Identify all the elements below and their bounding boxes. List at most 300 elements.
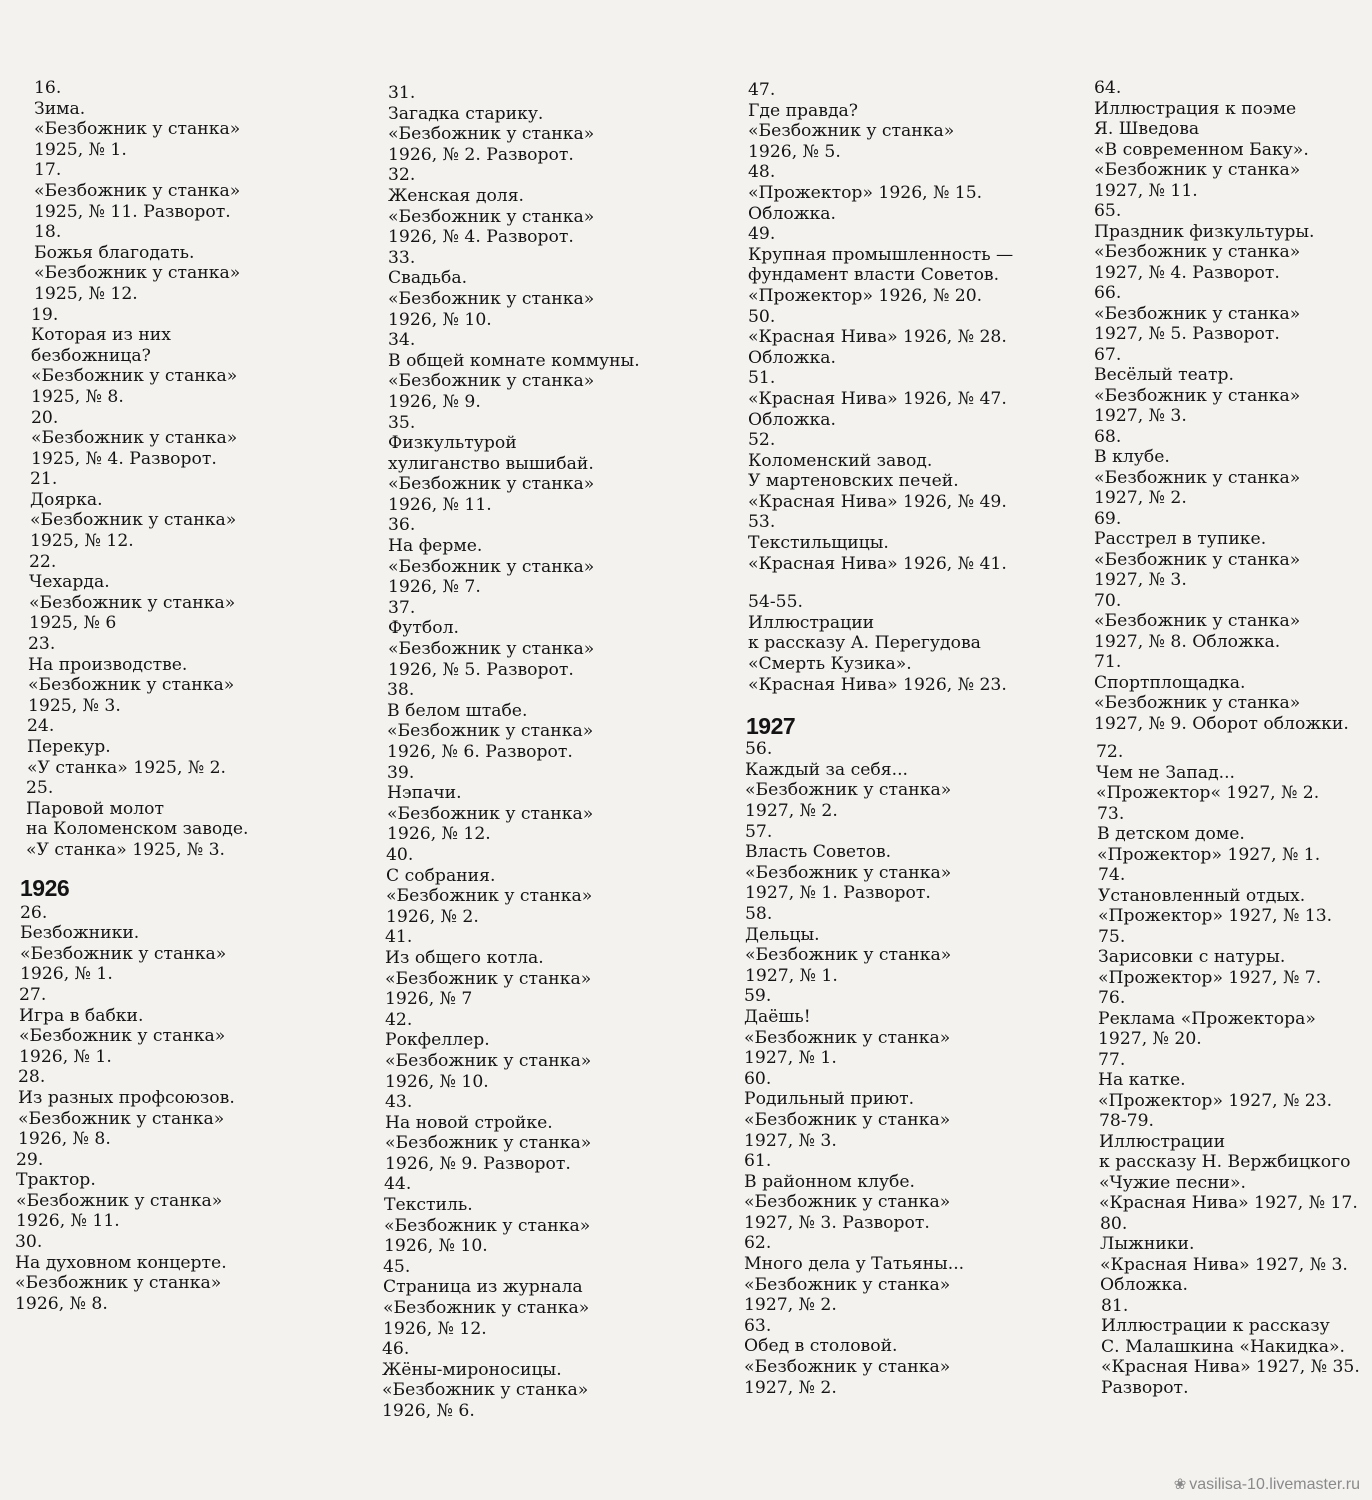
entry-number: 66.	[1094, 283, 1122, 303]
entry-line: «Безбожник у станка»	[34, 119, 241, 140]
entry-line: Загадка старику.	[388, 103, 544, 124]
entry-number: 30.	[15, 1232, 43, 1253]
entry-number: 42.	[385, 1009, 413, 1030]
entry-line: 1926, № 11.	[16, 1211, 120, 1232]
entry-number: 31.	[388, 83, 416, 103]
catalog-entry	[382, 1339, 640, 1421]
entry-line: «Безбожник у станка»	[744, 1192, 951, 1213]
entry-line: Игра в бабки.	[19, 1005, 144, 1026]
catalog-entry	[744, 986, 1013, 1068]
entry-line: Родильный приют.	[744, 1089, 915, 1110]
entry-line: У мартеновских печей.	[748, 471, 959, 492]
entry-number: 28.	[18, 1067, 46, 1088]
column-3	[744, 80, 1014, 1398]
entry-line: Чехарда.	[29, 572, 110, 593]
entry-line: хулиганство вышибай.	[388, 453, 594, 474]
entry-line: 1926, № 10.	[388, 309, 492, 330]
entry-line: 1927, № 2.	[1094, 488, 1187, 508]
entry-line: «Безбожник у станка»	[1094, 385, 1301, 406]
entry-line: «В современном Баку».	[1094, 139, 1309, 160]
catalog-entry	[388, 330, 640, 412]
entry-number: 43.	[385, 1092, 413, 1113]
entry-line: Зарисовки с натуры.	[1098, 947, 1286, 967]
entry-line: Обложка.	[748, 203, 836, 224]
entry-line: 1926, № 6. Разворот.	[387, 742, 573, 762]
entry-line: фундамент власти Советов.	[748, 265, 1000, 286]
entry-line: «Прожектор« 1927, № 2.	[1096, 783, 1320, 803]
entry-line: «Безбожник у станка»	[29, 592, 236, 613]
entry-line: «Красная Нива» 1926, № 23.	[748, 674, 1007, 695]
entry-number: 24.	[27, 716, 55, 737]
catalog-entry	[388, 248, 640, 330]
entry-line: В клубе.	[1094, 447, 1170, 467]
catalog-entry	[29, 552, 249, 634]
catalog-entry	[744, 1069, 1013, 1151]
entry-number: 17.	[34, 160, 62, 181]
year-heading-1927: 1927	[746, 713, 796, 740]
entry-number: 65.	[1094, 201, 1122, 221]
entry-line: «Безбожник у станка»	[28, 675, 235, 696]
entry-line: «Безбожник у станка»	[1094, 303, 1301, 324]
entry-number: 19.	[31, 304, 59, 325]
entry-line: Безбожники.	[20, 923, 140, 944]
entry-line: Я. Шведова	[1094, 119, 1200, 139]
entry-line: Свадьба.	[388, 268, 468, 289]
entry-number: 61.	[744, 1151, 772, 1172]
entry-line: «Красная Нива» 1927, № 17.	[1099, 1193, 1358, 1213]
entry-number: 27.	[19, 984, 47, 1005]
entry-line: «Безбожник у станка»	[388, 556, 595, 577]
entry-line: Обед в столовой.	[744, 1336, 898, 1357]
entry-line: 1927, № 3.	[1094, 570, 1187, 590]
entry-line: 1926, № 7.	[388, 577, 481, 598]
catalog-entry	[385, 1092, 640, 1174]
entry-line: Даёшь!	[744, 1006, 811, 1027]
entry-line: Крупная промышленность —	[748, 244, 1014, 265]
column-4	[1094, 78, 1360, 1398]
entry-number: 78-79.	[1099, 1111, 1155, 1131]
catalog-entry	[34, 160, 249, 222]
entry-number: 39.	[387, 762, 415, 783]
entry-line: «Безбожник у станка»	[1094, 467, 1301, 488]
entry-line: «Прожектор» 1927, № 13.	[1098, 906, 1333, 926]
entry-line: 1927, № 2.	[744, 1377, 837, 1398]
entry-line: Власть Советов.	[745, 842, 892, 863]
entry-line: 1927, № 4. Разворот.	[1094, 262, 1280, 283]
entry-line: «Безбожник у станка»	[388, 206, 595, 227]
entry-number: 48.	[748, 162, 776, 183]
entry-line: «Красная Нива» 1927, № 35.	[1101, 1357, 1360, 1377]
entry-line: «Безбожник у станка»	[388, 639, 595, 660]
entry-number: 53.	[748, 512, 776, 533]
catalog-entry	[1099, 1111, 1360, 1214]
entry-number: 72.	[1096, 742, 1124, 762]
entry-line: «Безбожник у станка»	[15, 1273, 222, 1294]
entry-line: на Коломенском заводе.	[26, 819, 249, 840]
entry-line: В детском доме.	[1097, 824, 1245, 844]
entry-number: 76.	[1098, 988, 1126, 1008]
entry-line: На производстве.	[28, 654, 188, 675]
entry-number: 37.	[388, 597, 416, 618]
entry-number: 51.	[748, 368, 776, 389]
entry-line: Обложка.	[1100, 1275, 1188, 1295]
entry-line: «Безбожник у станка»	[388, 474, 595, 495]
entry-line: Дельцы.	[745, 924, 820, 945]
entry-line: 1925, № 4. Разворот.	[31, 448, 217, 469]
entry-line: «Красная Нива» 1926, № 41.	[748, 553, 1007, 574]
entry-line: 1927, № 8. Обложка.	[1094, 631, 1281, 652]
catalog-entry	[34, 222, 249, 304]
catalog-entry	[1100, 1214, 1360, 1296]
entry-number: 25.	[26, 778, 54, 799]
catalog-entry	[19, 985, 249, 1067]
entry-line: Текстильщицы.	[748, 533, 889, 554]
entry-line: 1927, № 2.	[745, 801, 838, 821]
entry-number: 35.	[388, 412, 416, 433]
entry-number: 47.	[748, 80, 776, 100]
catalog-entry	[1094, 591, 1360, 653]
entry-number: 50.	[748, 306, 776, 327]
entry-number: 46.	[382, 1339, 410, 1360]
entry-number: 69.	[1094, 508, 1122, 529]
entry-line: Женская доля.	[388, 185, 525, 206]
catalog-entry	[744, 1316, 1013, 1398]
catalog-entry	[745, 739, 1013, 821]
entry-number: 23.	[28, 634, 56, 655]
entry-number: 40.	[386, 844, 414, 865]
entry-line: «Безбожник у станка»	[388, 124, 595, 145]
entry-line: 1925, № 11. Разворот.	[34, 201, 231, 222]
entry-line: 1926, № 8.	[15, 1293, 108, 1314]
entry-number: 68.	[1094, 426, 1122, 447]
catalog-entry	[748, 224, 1013, 306]
catalog-entry	[1096, 742, 1360, 804]
entry-line: 1925, № 12.	[30, 531, 134, 552]
entry-line: 1926, № 5.	[748, 141, 841, 162]
column-1	[15, 78, 249, 1314]
catalog-entry	[384, 1174, 640, 1256]
catalog-entry	[744, 1233, 1013, 1315]
entry-number: 36.	[388, 515, 416, 536]
entry-line: 1926, № 2. Разворот.	[388, 144, 574, 165]
entry-line: С собрания.	[386, 865, 496, 886]
entry-line: 1926, № 10.	[384, 1236, 488, 1257]
entry-line: 1926, № 12.	[387, 824, 491, 845]
entry-line: «Безбожник у станка»	[20, 943, 227, 964]
entry-line: Спортплощадка.	[1094, 672, 1246, 693]
entry-number: 74.	[1098, 865, 1126, 885]
entry-line: «Безбожник у станка»	[745, 862, 952, 883]
catalog-entry	[1097, 804, 1360, 866]
entry-line: к рассказу Н. Вержбицкого	[1099, 1152, 1351, 1172]
catalog-entry	[18, 1067, 249, 1149]
entry-number: 29.	[16, 1149, 44, 1170]
entry-line: 1927, № 3. Разворот.	[744, 1212, 930, 1233]
catalog-entry	[30, 469, 249, 551]
catalog-entry	[383, 1257, 640, 1339]
entry-number: 49.	[748, 224, 776, 245]
catalog-entry	[31, 305, 249, 408]
entry-line: «Красная Нива» 1927, № 3.	[1100, 1254, 1348, 1275]
entry-line: «Безбожник у станка»	[386, 886, 593, 907]
catalog-entry	[748, 368, 1013, 430]
entry-line: «Красная Нива» 1926, № 47.	[748, 388, 1007, 409]
entry-number: 64.	[1094, 78, 1122, 98]
entry-line: На катке.	[1098, 1070, 1186, 1090]
entry-number: 60.	[744, 1068, 772, 1089]
watermark	[1174, 1475, 1360, 1494]
entry-line: 1926, № 12.	[383, 1318, 487, 1339]
entry-line: «Безбожник у станка»	[1094, 693, 1301, 713]
entry-line: Весёлый театр.	[1094, 365, 1235, 385]
entry-line: «Безбожник у станка»	[385, 1050, 592, 1071]
entry-line: 1925, № 8.	[31, 386, 124, 407]
entry-line: «Безбожник у станка»	[1094, 242, 1301, 262]
entry-line: 1926, № 11.	[388, 494, 492, 515]
entry-line: Физкультурой	[388, 433, 517, 454]
entry-line: Текстиль.	[384, 1195, 473, 1216]
entry-line: «Безбожник у станка»	[387, 803, 594, 824]
entry-line: Обложка.	[748, 347, 836, 368]
entry-line: 1927, № 3.	[1094, 406, 1187, 426]
entry-line: Много дела у Татьяны...	[744, 1254, 965, 1275]
entry-line: В районном клубе.	[744, 1171, 915, 1192]
catalog-entry	[1094, 427, 1360, 509]
entry-line: Лыжники.	[1100, 1234, 1195, 1254]
catalog-entry	[1101, 1296, 1360, 1399]
entry-number: 54-55.	[748, 592, 804, 613]
entry-line: Каждый за себя...	[745, 759, 909, 780]
catalog-entry	[1094, 78, 1360, 201]
entry-line: 1925, № 12.	[34, 283, 138, 304]
entry-line: «Безбожник у станка»	[31, 366, 238, 387]
catalog-entry	[1098, 1050, 1360, 1112]
entry-line: «Безбожник у станка»	[388, 288, 595, 309]
catalog-entry	[1094, 283, 1360, 345]
entry-line: «Безбожник у станка»	[19, 1026, 226, 1047]
catalog-entry	[387, 680, 640, 762]
entry-line: «Смерть Кузика».	[748, 654, 912, 675]
entry-line: «Безбожник у станка»	[16, 1190, 223, 1211]
catalog-entry	[748, 162, 1013, 224]
entry-line: 1927, № 1.	[744, 1048, 837, 1069]
entry-line: «Безбожник у станка»	[382, 1380, 589, 1401]
entry-line: «Безбожник у станка»	[384, 1215, 591, 1236]
entry-line: Чем не Запад...	[1096, 762, 1236, 783]
entry-number: 75.	[1098, 926, 1126, 947]
entry-line: «Безбожник у станка»	[744, 1109, 951, 1130]
entry-number: 70.	[1094, 590, 1122, 611]
catalog-entry	[1094, 345, 1360, 427]
entry-line: «Безбожник у станка»	[748, 121, 955, 142]
entry-number: 77.	[1098, 1049, 1126, 1070]
entry-line: Зима.	[34, 98, 86, 119]
entry-line: Страница из журнала	[383, 1277, 583, 1298]
entry-line: Нэпачи.	[387, 783, 462, 804]
entry-number: 45.	[383, 1256, 411, 1277]
entry-number: 41.	[385, 927, 413, 948]
entry-line: Обложка.	[748, 409, 836, 430]
entry-line: «У станка» 1925, № 3.	[26, 839, 225, 860]
entry-number: 63.	[744, 1315, 772, 1336]
entry-number: 34.	[388, 330, 416, 351]
entry-line: Рокфеллер.	[385, 1030, 490, 1051]
entry-line: 1927, № 3.	[744, 1130, 837, 1151]
entry-line: «Красная Нива» 1926, № 49.	[748, 491, 1007, 512]
entry-line: Которая из них	[31, 325, 171, 346]
entry-line: «Прожектор» 1926, № 20.	[748, 285, 983, 306]
catalog-entry	[1094, 652, 1360, 734]
entry-line: «Безбожник у станка»	[34, 180, 241, 201]
entry-line: 1927, № 1.	[745, 965, 838, 986]
entry-line: «Прожектор» 1927, № 23.	[1098, 1090, 1333, 1111]
catalog-entry	[20, 903, 249, 985]
entry-number: 73.	[1097, 803, 1125, 824]
entry-line: «Безбожник у станка»	[1094, 611, 1301, 631]
entry-line: 1926, № 2.	[386, 906, 479, 927]
year-heading-1926: 1926	[20, 874, 70, 901]
catalog-entry	[1098, 865, 1360, 927]
catalog-entry	[745, 822, 1013, 904]
catalog-entry	[34, 78, 249, 160]
catalog-entry	[748, 80, 1013, 162]
entry-number: 58.	[745, 903, 773, 924]
entry-line: 1926, № 5. Разворот.	[388, 659, 574, 680]
entry-line: «У станка» 1925, № 2.	[27, 757, 226, 778]
entry-line: «Прожектор» 1927, № 7.	[1098, 967, 1322, 988]
entry-line: «Безбожник у станка»	[744, 1274, 951, 1295]
entry-line: «Безбожник у станка»	[745, 780, 952, 801]
entry-line: «Безбожник у станка»	[31, 428, 238, 449]
entry-line: Паровой молот	[26, 798, 165, 819]
catalog-entry	[15, 1232, 249, 1314]
entry-number: 67.	[1094, 344, 1122, 365]
catalog-entry	[745, 904, 1013, 986]
catalog-entry	[388, 413, 640, 516]
catalog-entry	[1094, 509, 1360, 591]
entry-line: «Безбожник у станка»	[744, 1357, 951, 1378]
catalog-entry	[387, 763, 640, 845]
entry-number: 81.	[1101, 1295, 1129, 1316]
watermark-text: vasilisa-10.livemaster.ru	[1189, 1476, 1360, 1493]
entry-number: 18.	[34, 222, 62, 243]
entry-line: «Безбожник у станка»	[34, 263, 241, 284]
entry-line: В общей комнате коммуны.	[388, 350, 640, 371]
entry-line: 1927, № 2.	[744, 1295, 837, 1316]
entry-line: Доярка.	[30, 489, 103, 510]
entry-line: 1926, № 7	[385, 989, 473, 1010]
entry-line: «Безбожник у станка»	[383, 1298, 590, 1319]
entry-line: Разворот.	[1101, 1377, 1189, 1398]
entry-line: 1927, № 1. Разворот.	[745, 883, 931, 904]
catalog-entry	[16, 1150, 249, 1232]
catalog-entry	[26, 778, 249, 860]
entry-line: «Безбожник у станка»	[744, 1027, 951, 1048]
entry-number: 56.	[745, 739, 773, 760]
entry-line: 1925, № 1.	[34, 139, 127, 160]
entry-line: Жёны-мироносицы.	[382, 1359, 562, 1380]
entry-line: 1926, № 1.	[20, 964, 113, 985]
entry-line: Коломенский завод.	[748, 450, 933, 471]
catalog-entry	[28, 634, 249, 716]
entry-line: «Безбожник у станка»	[745, 945, 952, 966]
catalog-entry	[1098, 927, 1360, 989]
entry-line: «Безбожник у станка»	[388, 371, 595, 392]
entry-line: На духовном концерте.	[15, 1252, 227, 1273]
catalog-entry	[388, 515, 640, 597]
entry-line: 1926, № 1.	[19, 1046, 112, 1067]
entry-line: 1927, № 5. Разворот.	[1094, 324, 1280, 344]
entry-line: 1926, № 6.	[382, 1401, 475, 1421]
entry-number: 59.	[744, 986, 772, 1007]
entry-line: безбожница?	[31, 345, 151, 366]
entry-line: 1926, № 10.	[385, 1071, 489, 1092]
catalog-entry	[748, 430, 1013, 512]
entry-number: 21.	[30, 469, 58, 490]
entry-line: На новой стройке.	[385, 1112, 553, 1133]
entry-number: 44.	[384, 1174, 412, 1195]
entry-number: 20.	[31, 407, 59, 428]
entry-number: 80.	[1100, 1213, 1128, 1234]
entry-number: 71.	[1094, 652, 1122, 672]
column-2	[382, 83, 640, 1422]
catalog-entry	[744, 1151, 1013, 1233]
entry-line: Иллюстрации	[748, 612, 875, 633]
entry-number: 16.	[34, 78, 62, 98]
catalog-entry	[388, 83, 640, 165]
entry-line: «Чужие песни».	[1099, 1172, 1246, 1193]
entry-line: «Безбожник у станка»	[385, 1133, 592, 1154]
entry-line: «Красная Нива» 1926, № 28.	[748, 327, 1007, 348]
entry-line: Из общего котла.	[385, 947, 544, 968]
entry-line: 1927, № 9. Оборот обложки.	[1094, 713, 1349, 734]
catalog-entry	[748, 307, 1013, 369]
entry-line: «Прожектор» 1927, № 1.	[1097, 844, 1321, 865]
entry-number: 32.	[388, 165, 416, 186]
entry-line: Иллюстрации к рассказу	[1101, 1316, 1330, 1336]
catalog-entry	[385, 927, 640, 1009]
entry-number: 22.	[29, 551, 57, 572]
catalog-entry	[748, 512, 1013, 574]
entry-number: 26.	[20, 902, 48, 923]
entry-line: 1926, № 4. Разворот.	[388, 227, 574, 248]
entry-line: 1927, № 20.	[1098, 1029, 1202, 1049]
entry-line: 1926, № 9.	[388, 391, 481, 412]
entry-number: 38.	[387, 680, 415, 701]
entry-number: 52.	[748, 430, 776, 451]
entry-line: «Безбожник у станка»	[30, 510, 237, 531]
entry-line: Праздник физкультуры.	[1094, 221, 1315, 242]
catalog-entry	[1094, 201, 1360, 283]
catalog-entry	[388, 165, 640, 247]
entry-line: Трактор.	[16, 1170, 96, 1191]
catalog-entry	[386, 845, 640, 927]
catalog-entry	[31, 408, 249, 470]
entry-line: «Безбожник у станка»	[18, 1108, 225, 1129]
entry-line: Футбол.	[388, 618, 459, 639]
entry-line: «Прожектор» 1926, № 15.	[748, 182, 983, 203]
entry-number: 62.	[744, 1233, 772, 1254]
entry-line: Иллюстрации	[1099, 1131, 1226, 1152]
entry-number: 57.	[745, 821, 773, 842]
entry-line: В белом штабе.	[387, 700, 528, 721]
entry-line: Перекур.	[27, 737, 111, 757]
entry-line: На ферме.	[388, 536, 483, 557]
entry-line: «Безбожник у станка»	[385, 968, 592, 989]
entry-line: 1927, № 11.	[1094, 180, 1198, 201]
entry-line: к рассказу А. Перегудова	[748, 633, 981, 654]
catalog-entry	[1098, 988, 1360, 1050]
